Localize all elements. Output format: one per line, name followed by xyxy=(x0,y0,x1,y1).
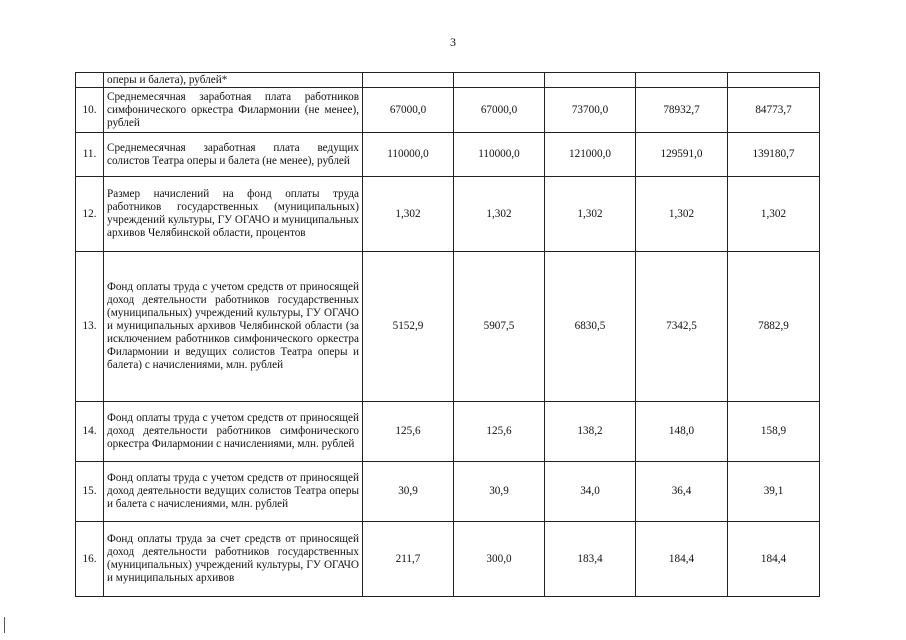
value-cell: 67000,0 xyxy=(363,88,454,133)
value-cell: 34,0 xyxy=(545,462,636,522)
row-number: 15. xyxy=(76,462,104,522)
table-row xyxy=(76,252,820,402)
value-cell: 300,0 xyxy=(454,522,545,597)
value-cell: 110000,0 xyxy=(454,133,545,177)
value-cell: 138,2 xyxy=(545,402,636,462)
row-number: 16. xyxy=(76,522,104,597)
row-description: Фонд оплаты труда с учетом средств от приносящей доход деятельности работников симфонического оркестра Филармонии с начислениями, млн. рублей xyxy=(104,402,363,462)
value-cell: 125,6 xyxy=(454,402,545,462)
row-description: оперы и балета), рублей* xyxy=(104,73,363,88)
row-description: Фонд оплаты труда за счет средств от приносящей доход деятельности работников государственных (муниципальных) учреждений культуры, ГУ ОГАЧО и муниципальных архивов xyxy=(104,522,363,597)
value-cell xyxy=(636,73,728,88)
value-cell: 1,302 xyxy=(545,177,636,252)
value-cell: 158,9 xyxy=(728,402,820,462)
value-cell: 148,0 xyxy=(636,402,728,462)
row-number: 13. xyxy=(76,252,104,402)
value-cell: 129591,0 xyxy=(636,133,728,177)
value-cell: 110000,0 xyxy=(363,133,454,177)
value-cell: 84773,7 xyxy=(728,88,820,133)
value-cell: 78932,7 xyxy=(636,88,728,133)
row-description: Размер начислений на фонд оплаты труда работников государственных (муниципальных) учреждений культуры, ГУ ОГАЧО и муниципальных архивов Челябинской области, процентов xyxy=(104,177,363,252)
table-row xyxy=(76,88,820,133)
row-number: 14. xyxy=(76,402,104,462)
value-cell: 183,4 xyxy=(545,522,636,597)
value-cell: 7342,5 xyxy=(636,252,728,402)
table-row xyxy=(76,522,820,597)
value-cell: 39,1 xyxy=(728,462,820,522)
row-description: Среднемесячная заработная плата ведущих солистов Театра оперы и балета (не менее), рублей xyxy=(104,133,363,177)
indicators-table xyxy=(75,72,820,597)
scan-margin-mark xyxy=(4,617,5,633)
value-cell: 1,302 xyxy=(728,177,820,252)
value-cell xyxy=(363,73,454,88)
value-cell: 30,9 xyxy=(363,462,454,522)
value-cell: 73700,0 xyxy=(545,88,636,133)
value-cell: 36,4 xyxy=(636,462,728,522)
row-description: Среднемесячная заработная плата работников симфонического оркестра Филармонии (не менее), рублей xyxy=(104,88,363,133)
value-cell xyxy=(454,73,545,88)
row-number xyxy=(76,73,104,88)
value-cell: 30,9 xyxy=(454,462,545,522)
value-cell xyxy=(728,73,820,88)
value-cell: 184,4 xyxy=(636,522,728,597)
value-cell: 125,6 xyxy=(363,402,454,462)
value-cell: 211,7 xyxy=(363,522,454,597)
page-number: 3 xyxy=(450,35,456,49)
value-cell: 139180,7 xyxy=(728,133,820,177)
table-row xyxy=(76,177,820,252)
value-cell: 1,302 xyxy=(454,177,545,252)
row-description: Фонд оплаты труда с учетом средств от приносящей доход деятельности работников государственных (муниципальных) учреждений культуры, ГУ ОГАЧО и муниципальных архивов Челябинской области (за исключением работников симфонического оркестра Филармонии и ведущих солистов Театра оперы и балета) с начислениями, млн. рублей xyxy=(104,252,363,402)
table-row xyxy=(76,73,820,88)
row-description: Фонд оплаты труда с учетом средств от приносящей доход деятельности ведущих солистов Театра оперы и балета с начислениями, млн. рублей xyxy=(104,462,363,522)
value-cell: 67000,0 xyxy=(454,88,545,133)
table-row xyxy=(76,462,820,522)
table-row xyxy=(76,133,820,177)
row-number: 12. xyxy=(76,177,104,252)
value-cell: 1,302 xyxy=(363,177,454,252)
row-number: 11. xyxy=(76,133,104,177)
value-cell xyxy=(545,73,636,88)
value-cell: 1,302 xyxy=(636,177,728,252)
value-cell: 184,4 xyxy=(728,522,820,597)
row-number: 10. xyxy=(76,88,104,133)
value-cell: 7882,9 xyxy=(728,252,820,402)
value-cell: 121000,0 xyxy=(545,133,636,177)
value-cell: 5907,5 xyxy=(454,252,545,402)
value-cell: 5152,9 xyxy=(363,252,454,402)
value-cell: 6830,5 xyxy=(545,252,636,402)
table-row xyxy=(76,402,820,462)
